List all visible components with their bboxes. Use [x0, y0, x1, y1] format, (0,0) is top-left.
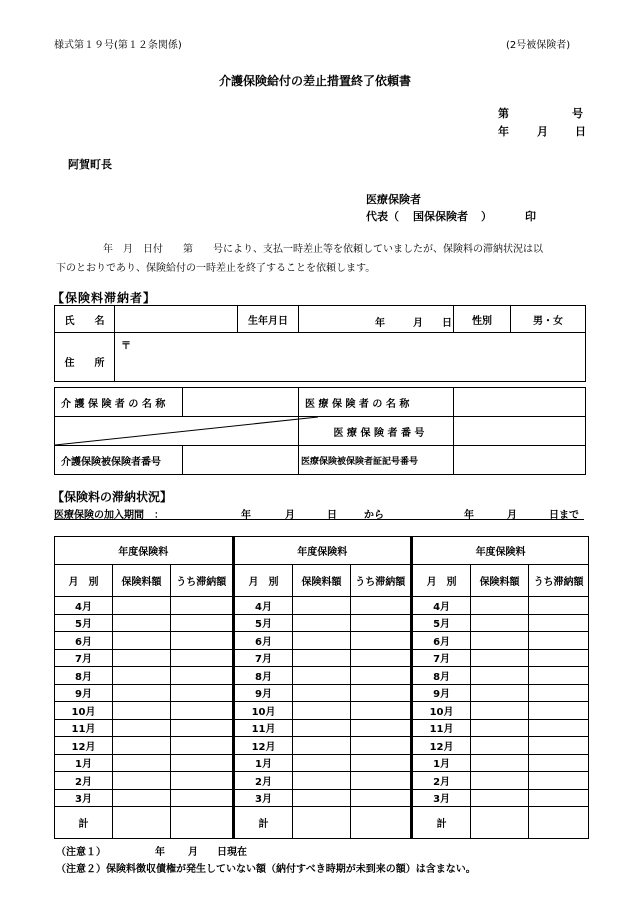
premium-amount-input[interactable] — [471, 667, 529, 685]
arrears-amount-input[interactable] — [171, 667, 233, 685]
sex-label-cell: 性別 — [454, 306, 511, 333]
month-label: 12月 — [413, 737, 471, 755]
col-month-header: 月 別 — [235, 565, 293, 597]
enroll-period-underline — [54, 519, 584, 520]
birth-year-label: 年 — [375, 318, 385, 329]
month-label: 10月 — [55, 702, 113, 720]
premium-amount-input[interactable] — [113, 719, 171, 737]
premium-amount-input[interactable] — [293, 754, 351, 772]
med-insured-cert-input[interactable] — [454, 446, 586, 475]
ltc-insured-number-label: 介護保険被保険者番号 — [55, 446, 183, 475]
arrears-amount-input[interactable] — [529, 614, 589, 632]
month-label: 9月 — [55, 684, 113, 702]
enroll-period-label: 医療保険の加入期間 ： — [54, 510, 164, 521]
seal-mark: 印 — [525, 210, 536, 223]
fiscal-year-header: 年度保険料 — [55, 537, 233, 565]
date-day-label: 日 — [575, 125, 586, 138]
premium-amount-input[interactable] — [293, 684, 351, 702]
sender-insurer-name: 国保保険者 — [413, 210, 468, 223]
arrears-total-input[interactable] — [529, 807, 589, 839]
table-row — [55, 684, 589, 702]
month-label: 9月 — [413, 684, 471, 702]
sender-line2-suffix: ） — [481, 210, 492, 223]
fiscal-year-header: 年度保険料 — [235, 537, 411, 565]
col-arrears-header: うち滞納額 — [171, 565, 233, 597]
premium-amount-input[interactable] — [293, 597, 351, 615]
month-label: 7月 — [235, 649, 293, 667]
col-premium-header: 保険料額 — [113, 565, 171, 597]
arrears-amount-input[interactable] — [529, 597, 589, 615]
month-label: 12月 — [235, 737, 293, 755]
body-text-line1: 年 月 日付 第 号により、支払一時差止等を依頼していましたが、保険料の滞納状況は以 — [103, 244, 543, 255]
month-label: 3月 — [235, 789, 293, 807]
arrears-amount-input[interactable] — [529, 789, 589, 807]
month-label: 7月 — [413, 649, 471, 667]
diagonal-line — [55, 417, 318, 446]
month-label: 2月 — [413, 772, 471, 790]
premium-amount-input[interactable] — [293, 649, 351, 667]
premium-amount-input[interactable] — [471, 702, 529, 720]
month-label: 12月 — [55, 737, 113, 755]
sender-line2-prefix: 代表（ — [366, 210, 399, 223]
month-label: 4月 — [413, 597, 471, 615]
arrears-total-input[interactable] — [171, 807, 233, 839]
premium-total-input[interactable] — [471, 807, 529, 839]
arrears-amount-input[interactable] — [351, 649, 411, 667]
enroll-to-day: 日まで — [549, 510, 579, 521]
address-label-cell: 住 所 — [55, 333, 115, 382]
premium-amount-input[interactable] — [113, 597, 171, 615]
delinquent-info-table — [54, 305, 586, 475]
postal-mark: 〒 — [121, 341, 131, 352]
arrears-amount-input[interactable] — [529, 754, 589, 772]
arrears-amount-input[interactable] — [529, 667, 589, 685]
ltc-insurer-name-input[interactable] — [183, 388, 299, 417]
month-label: 1月 — [235, 754, 293, 772]
form-number: 様式第１９号(第１２条関係) — [54, 40, 182, 51]
col-arrears-header: うち滞納額 — [351, 565, 411, 597]
month-label: 1月 — [55, 754, 113, 772]
arrears-amount-input[interactable] — [171, 632, 233, 650]
premium-amount-input[interactable] — [113, 667, 171, 685]
premium-amount-input[interactable] — [113, 789, 171, 807]
premium-amount-input[interactable] — [113, 614, 171, 632]
premium-amount-input[interactable] — [471, 684, 529, 702]
arrears-amount-input[interactable] — [171, 789, 233, 807]
arrears-amount-input[interactable] — [351, 614, 411, 632]
table-row — [55, 772, 589, 790]
birth-day-label: 日 — [442, 318, 452, 329]
table-row — [55, 614, 589, 632]
premium-amount-input[interactable] — [113, 684, 171, 702]
premium-amount-input[interactable] — [471, 632, 529, 650]
month-label: 6月 — [55, 632, 113, 650]
date-year-label: 年 — [498, 125, 509, 138]
arrears-amount-input[interactable] — [351, 789, 411, 807]
name-input-cell[interactable] — [115, 306, 238, 333]
month-label: 10月 — [235, 702, 293, 720]
addressee: 阿賀町長 — [68, 158, 112, 171]
premium-amount-input[interactable] — [113, 702, 171, 720]
document-title: 介護保険給付の差止措置終了依頼書 — [218, 74, 411, 88]
birth-label-cell: 生年月日 — [238, 306, 299, 333]
arrears-amount-input[interactable] — [171, 597, 233, 615]
premium-amount-input[interactable] — [113, 772, 171, 790]
diagonal-blank-cell — [55, 417, 299, 446]
col-arrears-header: うち滞納額 — [529, 565, 589, 597]
premium-amount-input[interactable] — [113, 754, 171, 772]
body-text-line2: 下のとおりであり、保険給付の一時差止を終了することを依頼します。 — [56, 263, 376, 274]
col-month-header: 月 別 — [413, 565, 471, 597]
arrears-amount-input[interactable] — [171, 614, 233, 632]
total-label: 計 — [235, 807, 293, 839]
arrears-amount-input[interactable] — [351, 684, 411, 702]
premium-amount-input[interactable] — [293, 737, 351, 755]
premium-amount-input[interactable] — [471, 737, 529, 755]
premium-amount-input[interactable] — [113, 649, 171, 667]
med-insurer-number-label: 医 療 保 険 者 番 号 — [299, 417, 454, 446]
month-label: 2月 — [235, 772, 293, 790]
arrears-amount-input[interactable] — [171, 754, 233, 772]
premium-amount-input[interactable] — [293, 789, 351, 807]
month-label: 3月 — [55, 789, 113, 807]
arrears-amount-input[interactable] — [171, 702, 233, 720]
month-label: 2月 — [55, 772, 113, 790]
arrears-amount-input[interactable] — [351, 719, 411, 737]
month-label: 11月 — [413, 719, 471, 737]
note1-month: 月 — [188, 847, 198, 858]
ltc-insured-number-input[interactable] — [183, 446, 299, 475]
note1-year: 年 — [155, 847, 165, 858]
section-delinquent-heading: 【保険料滞納者】 — [52, 291, 157, 305]
arrears-table — [54, 536, 589, 839]
arrears-amount-input[interactable] — [529, 632, 589, 650]
premium-amount-input[interactable] — [113, 737, 171, 755]
enroll-from-day: 日 — [327, 510, 337, 521]
fiscal-year-header: 年度保険料 — [413, 537, 589, 565]
enroll-from-word: から — [364, 510, 384, 521]
name-label-cell: 氏 名 — [55, 306, 115, 333]
premium-amount-input[interactable] — [471, 649, 529, 667]
arrears-amount-input[interactable] — [171, 772, 233, 790]
month-label: 4月 — [235, 597, 293, 615]
month-label: 6月 — [235, 632, 293, 650]
month-label: 5月 — [235, 614, 293, 632]
note1-text: 日現在 — [217, 847, 247, 858]
arrears-amount-input[interactable] — [351, 737, 411, 755]
premium-amount-input[interactable] — [293, 719, 351, 737]
table-row — [55, 737, 589, 755]
month-label: 9月 — [235, 684, 293, 702]
month-label: 8月 — [413, 667, 471, 685]
month-label: 8月 — [55, 667, 113, 685]
col-month-header: 月 別 — [55, 565, 113, 597]
premium-total-input[interactable] — [293, 807, 351, 839]
sender-line1: 医療保険者 — [366, 193, 421, 206]
premium-amount-input[interactable] — [471, 772, 529, 790]
table-row — [55, 597, 589, 615]
arrears-amount-input[interactable] — [351, 754, 411, 772]
med-insurer-name-input[interactable] — [454, 388, 586, 417]
month-label: 11月 — [235, 719, 293, 737]
premium-amount-input[interactable] — [293, 632, 351, 650]
enroll-to-year: 年 — [464, 510, 474, 521]
arrears-amount-input[interactable] — [529, 737, 589, 755]
arrears-amount-input[interactable] — [351, 597, 411, 615]
arrears-amount-input[interactable] — [351, 667, 411, 685]
insured-type-label: (2号被保険者) — [506, 40, 571, 51]
col-premium-header: 保険料額 — [293, 565, 351, 597]
premium-amount-input[interactable] — [471, 614, 529, 632]
premium-total-input[interactable] — [113, 807, 171, 839]
arrears-amount-input[interactable] — [171, 649, 233, 667]
arrears-amount-input[interactable] — [171, 719, 233, 737]
month-label: 6月 — [413, 632, 471, 650]
premium-amount-input[interactable] — [293, 614, 351, 632]
month-label: 4月 — [55, 597, 113, 615]
month-label: 5月 — [55, 614, 113, 632]
month-label: 1月 — [413, 754, 471, 772]
note2-text: （注意２）保険料徴収債権が発生していない額（納付すべき時期が未到来の額）は含まない。 — [56, 864, 476, 875]
table-row — [55, 789, 589, 807]
enroll-from-year: 年 — [241, 510, 251, 521]
table-row — [55, 719, 589, 737]
col-premium-header: 保険料額 — [471, 565, 529, 597]
premium-amount-input[interactable] — [471, 597, 529, 615]
date-month-label: 月 — [537, 125, 548, 138]
premium-amount-input[interactable] — [471, 789, 529, 807]
arrears-amount-input[interactable] — [351, 702, 411, 720]
table-row — [55, 632, 589, 650]
table-row — [55, 667, 589, 685]
table-row — [55, 649, 589, 667]
total-label: 計 — [413, 807, 471, 839]
total-label: 計 — [55, 807, 113, 839]
month-label: 7月 — [55, 649, 113, 667]
month-label: 11月 — [55, 719, 113, 737]
month-label: 10月 — [413, 702, 471, 720]
table-row — [55, 754, 589, 772]
arrears-amount-input[interactable] — [529, 684, 589, 702]
arrears-amount-input[interactable] — [171, 684, 233, 702]
birth-date-cell[interactable] — [299, 306, 454, 333]
arrears-amount-input[interactable] — [171, 737, 233, 755]
med-insured-cert-label: 医療保険被保険者証記号番号 — [299, 446, 454, 475]
birth-month-label: 月 — [413, 318, 423, 329]
premium-amount-input[interactable] — [471, 754, 529, 772]
sex-options-cell[interactable]: 男・女 — [511, 306, 586, 333]
enroll-from-month: 月 — [285, 510, 295, 521]
month-label: 8月 — [235, 667, 293, 685]
month-label: 5月 — [413, 614, 471, 632]
table-row — [55, 702, 589, 720]
arrears-amount-input[interactable] — [529, 702, 589, 720]
arrears-amount-input[interactable] — [351, 632, 411, 650]
enroll-to-month: 月 — [507, 510, 517, 521]
arrears-amount-input[interactable] — [529, 772, 589, 790]
note1-label: （注意１） — [56, 847, 106, 858]
arrears-amount-input[interactable] — [529, 719, 589, 737]
premium-amount-input[interactable] — [113, 632, 171, 650]
address-input-cell[interactable] — [115, 333, 586, 382]
arrears-amount-input[interactable] — [529, 649, 589, 667]
number-label-go: 号 — [572, 107, 583, 120]
arrears-amount-input[interactable] — [351, 772, 411, 790]
premium-amount-input[interactable] — [293, 667, 351, 685]
section-arrears-heading: 【保険料の滞納状況】 — [52, 490, 173, 504]
month-label: 3月 — [413, 789, 471, 807]
arrears-total-input[interactable] — [351, 807, 411, 839]
premium-amount-input[interactable] — [293, 702, 351, 720]
premium-amount-input[interactable] — [293, 772, 351, 790]
ltc-insurer-name-label: 介 護 保 険 者 の 名 称 — [55, 388, 183, 417]
med-insurer-number-input[interactable] — [454, 417, 586, 446]
premium-amount-input[interactable] — [471, 719, 529, 737]
med-insurer-name-label: 医 療 保 険 者 の 名 称 — [299, 388, 454, 417]
number-label-dai: 第 — [498, 107, 509, 120]
